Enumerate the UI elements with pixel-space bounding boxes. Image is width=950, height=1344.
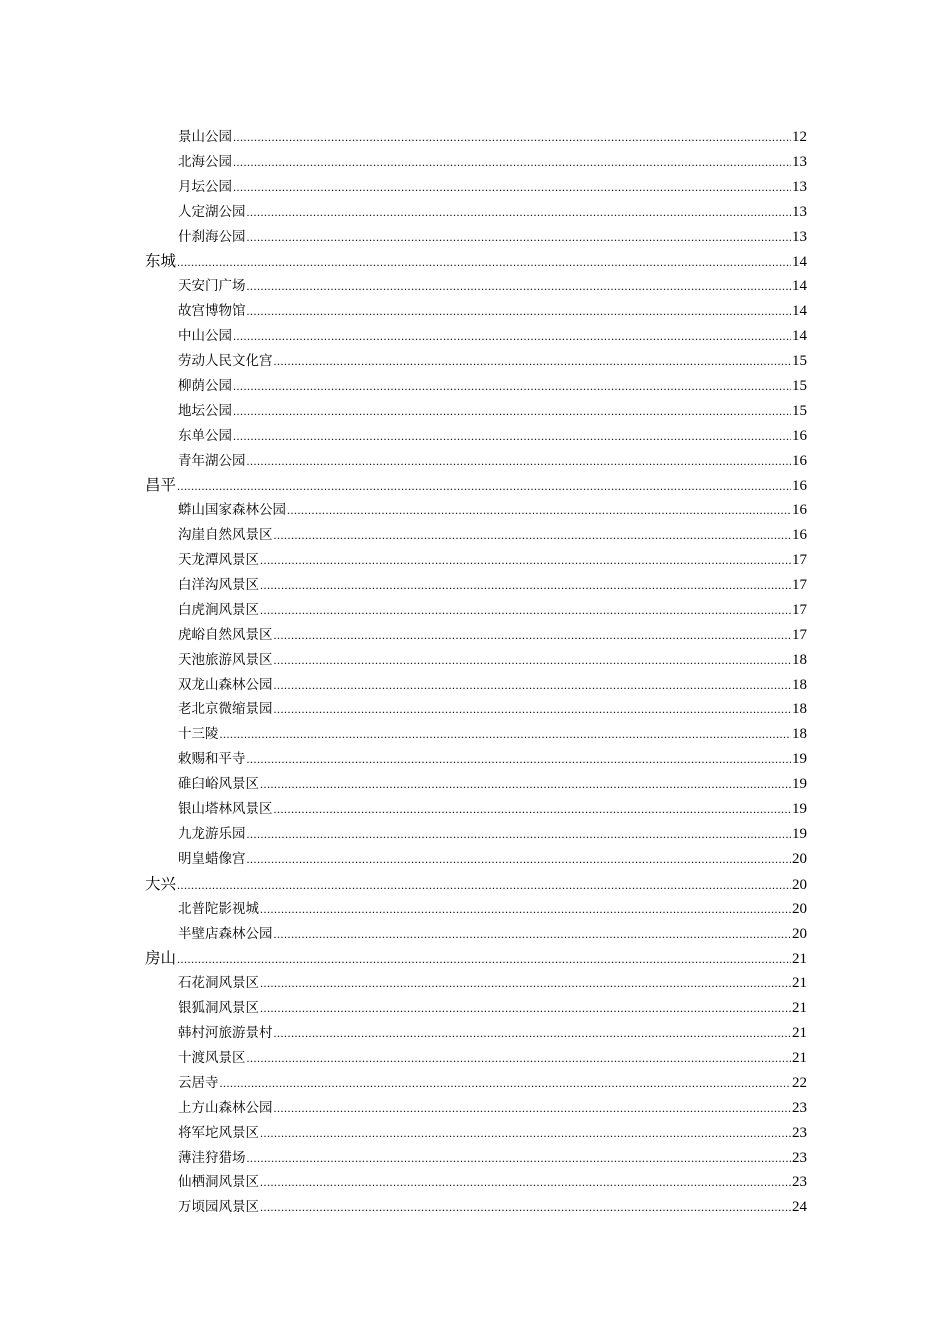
toc-section-entry[interactable] [145,249,807,274]
toc-entry-title: 地坛公园 [178,402,232,419]
toc-page-number: 22 [792,1074,807,1091]
toc-leader-dots [247,847,792,872]
toc-entry-title: 半壁店森林公园 [178,925,273,942]
toc-entry[interactable] [145,847,807,872]
toc-page-number: 23 [792,1174,807,1191]
toc-leader-dots [233,374,791,399]
toc-entry[interactable] [145,697,807,722]
toc-page-number: 18 [792,726,807,743]
toc-entry[interactable] [145,1046,807,1071]
toc-entry-title: 碓臼峪风景区 [178,776,259,793]
toc-entry-title: 故宫博物馆 [178,303,246,320]
toc-leader-dots [233,125,791,150]
toc-leader-dots [233,150,791,175]
toc-leader-dots [274,673,792,698]
toc-page-number: 23 [792,1124,807,1141]
toc-page-number: 17 [792,626,807,643]
toc-entry-title: 云居寺 [178,1074,219,1091]
toc-leader-dots [233,399,791,424]
toc-leader-dots [247,1046,792,1071]
toc-entry-title: 东单公园 [178,427,232,444]
toc-entry-title: 白虎涧风景区 [178,601,259,618]
toc-entry-title: 人定湖公园 [178,203,246,220]
toc-leader-dots [233,424,791,449]
toc-entry-title: 昌平 [145,476,177,495]
toc-leader-dots [260,996,791,1021]
toc-leader-dots [274,922,792,947]
toc-entry[interactable] [145,797,807,822]
toc-leader-dots [177,947,791,972]
toc-leader-dots [220,722,792,747]
toc-entry-title: 十三陵 [178,726,219,743]
toc-entry[interactable] [145,1096,807,1121]
toc-leader-dots [247,747,792,772]
toc-page-number: 17 [792,552,807,569]
toc-page-number: 20 [792,850,807,867]
toc-page-number: 20 [792,876,807,893]
toc-leader-dots [274,1096,792,1121]
toc-entry[interactable] [145,1021,807,1046]
toc-page-number: 13 [792,228,807,245]
toc-entry[interactable] [145,150,807,175]
toc-entry[interactable] [145,175,807,200]
toc-leader-dots [274,797,792,822]
toc-entry[interactable] [145,424,807,449]
toc-entry-title: 九龙游乐园 [178,825,246,842]
toc-entry-title: 十渡风景区 [178,1049,246,1066]
toc-section-entry[interactable] [145,946,807,971]
toc-entry-title: 什刹海公园 [178,228,246,245]
toc-leader-dots [233,175,791,200]
toc-page-number: 15 [792,353,807,370]
toc-leader-dots [177,474,791,499]
toc-page-number: 21 [792,975,807,992]
toc-page-number: 14 [792,254,807,271]
toc-entry[interactable] [145,498,807,523]
toc-leader-dots [260,1195,791,1220]
toc-entry[interactable] [145,200,807,225]
toc-entry[interactable] [145,1195,807,1220]
toc-entry[interactable] [145,1121,807,1146]
toc-entry-title: 蟒山国家森林公园 [178,502,286,519]
toc-page-number: 16 [792,452,807,469]
toc-entry[interactable] [145,897,807,922]
toc-entry-title: 银山塔林风景区 [178,801,273,818]
toc-entry-title: 万顷园风景区 [178,1199,259,1216]
toc-page-number: 21 [792,1049,807,1066]
toc-leader-dots [220,1071,792,1096]
toc-entry-title: 沟崖自然风景区 [178,527,273,544]
toc-leader-dots [274,523,792,548]
toc-leader-dots [247,299,792,324]
toc-entry[interactable] [145,299,807,324]
toc-entry-title: 仙栖洞风景区 [178,1174,259,1191]
toc-page-number: 24 [792,1199,807,1216]
toc-entry-title: 柳荫公园 [178,377,232,394]
toc-entry[interactable] [145,1170,807,1195]
toc-entry[interactable] [145,996,807,1021]
toc-leader-dots [274,697,792,722]
toc-page-number: 19 [792,751,807,768]
toc-page-number: 19 [792,801,807,818]
toc-entry-title: 景山公园 [178,129,232,145]
toc-leader-dots [260,971,791,996]
toc-leader-dots [274,1021,792,1046]
toc-entry-title: 天池旅游风景区 [178,651,273,668]
toc-entry-title: 老北京微缩景园 [178,701,273,718]
toc-section-entry[interactable] [145,473,807,498]
toc-page-number: 14 [792,278,807,295]
toc-entry-title: 双龙山森林公园 [178,676,273,693]
toc-leader-dots [247,225,792,250]
toc-entry-title: 东城 [145,252,177,271]
toc-entry-title: 石花洞风景区 [178,975,259,992]
toc-page-number: 16 [792,502,807,519]
toc-page-number: 13 [792,178,807,195]
toc-leader-dots [274,623,792,648]
toc-entry[interactable] [145,225,807,250]
toc-entry-title: 韩村河旅游景村 [178,1025,273,1042]
toc-entry[interactable] [145,623,807,648]
toc-page-number: 18 [792,676,807,693]
toc-entry[interactable] [145,822,807,847]
toc-page-number: 15 [792,402,807,419]
toc-entry-title: 大兴 [145,874,177,893]
toc-entry[interactable] [145,399,807,424]
toc-entry[interactable] [145,349,807,374]
toc-page-number: 20 [792,925,807,942]
toc-entry-title: 北海公园 [178,153,232,170]
toc-entry-title: 敕赐和平寺 [178,751,246,768]
toc-entry-title: 中山公园 [178,328,232,345]
toc-entry[interactable] [145,922,807,947]
toc-entry-title: 上方山森林公园 [178,1099,273,1116]
toc-page-number: 17 [792,601,807,618]
toc-entry-title: 银狐洞风景区 [178,1000,259,1017]
toc-leader-dots [260,548,791,573]
toc-leader-dots [260,1121,791,1146]
toc-entry[interactable] [145,648,807,673]
toc-page-number: 15 [792,377,807,394]
toc-entry-title: 月坛公园 [178,178,232,195]
toc-page-number: 14 [792,328,807,345]
toc-entry-title: 劳动人民文化宫 [178,353,273,370]
toc-entry[interactable] [145,1146,807,1171]
toc-entry-title: 将军坨风景区 [178,1124,259,1141]
toc-entry-title: 白洋沟风景区 [178,577,259,594]
toc-entry-title: 北普陀影视城 [178,900,259,917]
toc-page-number: 12 [792,129,807,145]
toc-page-number: 21 [792,1025,807,1042]
toc-entry[interactable] [145,523,807,548]
toc-entry-title: 青年湖公园 [178,452,246,469]
toc-page-number: 21 [792,951,807,968]
toc-page-number: 18 [792,651,807,668]
toc-leader-dots [287,498,791,523]
toc-page-number: 16 [792,427,807,444]
toc-section-entry[interactable] [145,872,807,897]
toc-leader-dots [274,648,792,673]
table-of-contents [145,125,807,1220]
toc-entry-title: 天龙潭风景区 [178,552,259,569]
toc-entry[interactable] [145,274,807,299]
toc-entry[interactable] [145,1071,807,1096]
toc-entry-title: 薄洼狩猎场 [178,1149,246,1166]
toc-page-number: 23 [792,1099,807,1116]
toc-leader-dots [260,598,791,623]
toc-leader-dots [260,1170,791,1195]
toc-entry[interactable] [145,374,807,399]
toc-entry[interactable] [145,747,807,772]
toc-leader-dots [247,449,792,474]
toc-leader-dots [177,250,791,275]
toc-entry[interactable] [145,971,807,996]
toc-page-number: 18 [792,701,807,718]
toc-page-number: 20 [792,900,807,917]
toc-page-number: 13 [792,203,807,220]
toc-entry-title: 明皇蜡像宫 [178,850,246,867]
toc-page-number: 14 [792,303,807,320]
toc-leader-dots [260,772,791,797]
toc-leader-dots [260,897,791,922]
toc-leader-dots [247,822,792,847]
toc-leader-dots [247,200,792,225]
toc-page-number: 19 [792,776,807,793]
toc-leader-dots [260,573,791,598]
toc-entry[interactable] [145,125,807,150]
toc-entry-title: 天安门广场 [178,278,246,295]
toc-page-number: 13 [792,153,807,170]
toc-leader-dots [247,274,792,299]
toc-page-number: 21 [792,1000,807,1017]
toc-entry[interactable] [145,573,807,598]
toc-entry[interactable] [145,722,807,747]
toc-page-number: 16 [792,527,807,544]
toc-entry[interactable] [145,548,807,573]
toc-page-number: 19 [792,825,807,842]
toc-entry[interactable] [145,673,807,698]
toc-leader-dots [274,349,792,374]
toc-entry[interactable] [145,772,807,797]
toc-entry-title: 虎峪自然风景区 [178,626,273,643]
toc-entry-title: 房山 [145,949,177,968]
toc-entry[interactable] [145,324,807,349]
toc-page-number: 23 [792,1149,807,1166]
toc-page-number: 17 [792,577,807,594]
toc-leader-dots [177,873,791,898]
toc-leader-dots [247,1146,792,1171]
toc-entry[interactable] [145,598,807,623]
toc-leader-dots [233,324,791,349]
toc-page-number: 16 [792,478,807,495]
toc-entry[interactable] [145,449,807,474]
